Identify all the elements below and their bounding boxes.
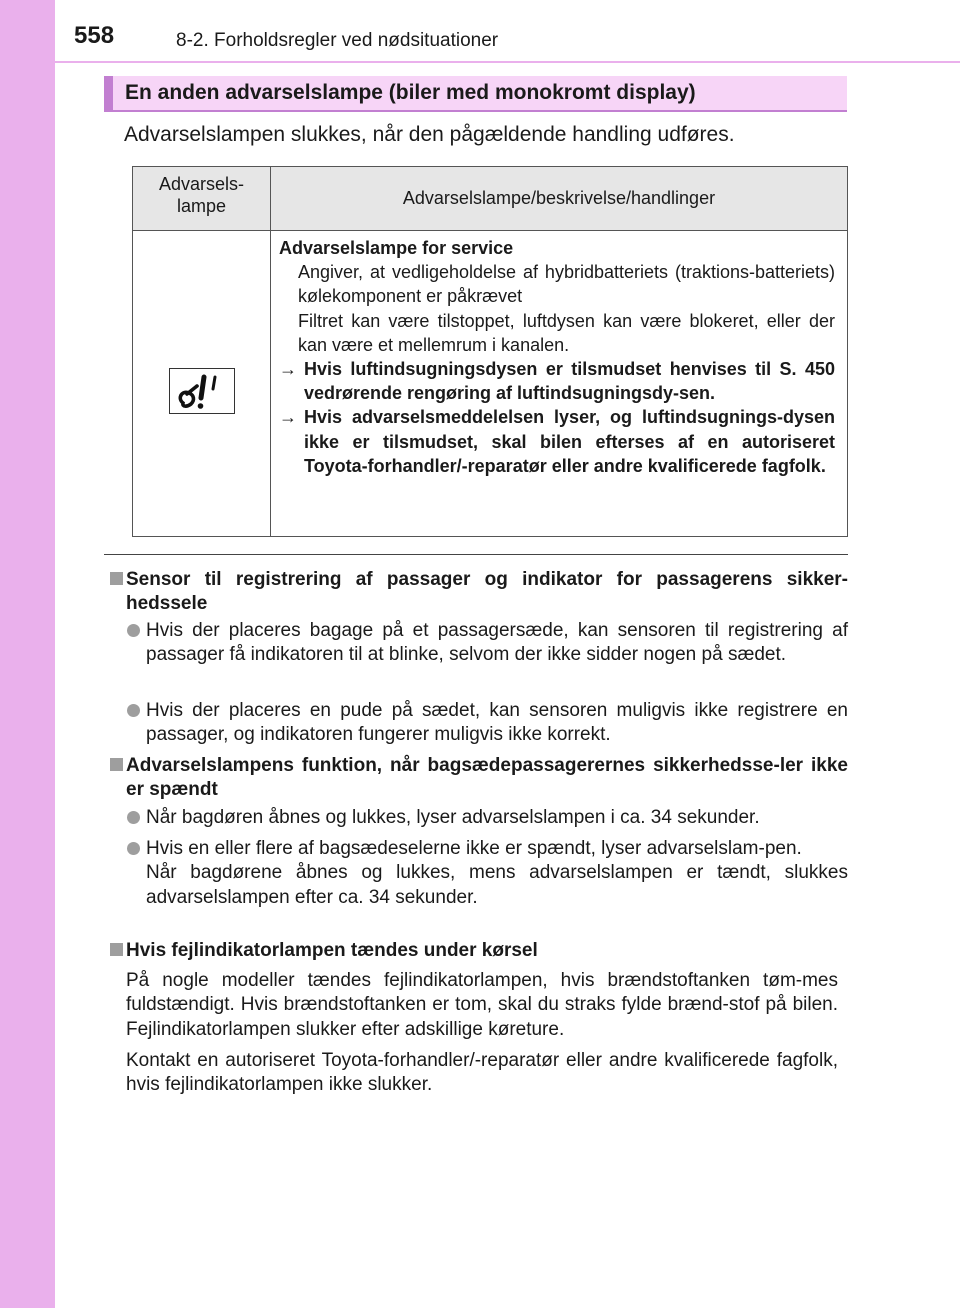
round-bullet-icon [127, 704, 140, 717]
col-header-lamp-line2: lampe [176, 196, 227, 216]
side-stripe [0, 0, 55, 1308]
round-bullet-icon [127, 842, 140, 855]
note-bullet [125, 806, 848, 830]
note-heading-2-text: Advarselslampens funktion, når bagsædepassagerernes sikkerhedsse-ler ikke er spændt [126, 755, 848, 801]
action-item [279, 405, 835, 478]
note-heading-1-text: Sensor til registrering af passager og indikator for passagerens sikker-hedssele [126, 569, 848, 615]
description-cell [271, 231, 848, 537]
round-bullet-icon [127, 624, 140, 637]
service-warning-icon [169, 368, 235, 414]
page-number: 558 [74, 22, 115, 49]
service-lamp-description-2: Filtret kan være tilstoppet, luftdysen kan være blokeret, eller der kan være et mellemrum i kanalen. [298, 310, 835, 355]
note-heading-3-text: Hvis fejlindikatorlampen tændes under kørsel [126, 940, 538, 961]
arrow-right-icon: → [279, 359, 297, 380]
warning-lamp-table [132, 166, 848, 537]
section-title: En anden advarselslampe (biler med monokromt display) [125, 81, 696, 104]
section-title-box [104, 76, 847, 112]
note-heading-2 [104, 754, 848, 803]
intro-text: Advarselslampen slukkes, når den pågældende handling udføres. [124, 123, 735, 146]
action-item [279, 357, 835, 405]
note-paragraph-1: På nogle modeller tændes fejlindikatorlampen, hvis brændstoftanken tøm-mes fuldstændigt. Hvis brændstoftanken er tom, skal du straks fylde brænd-stof på bilen. Fejlindikatorlampen slukker efter adskillige køreture. [126, 970, 838, 1040]
col-header-lamp [133, 167, 271, 231]
chapter-title: 8-2. Forholdsregler ved nødsituationer [176, 30, 499, 51]
round-bullet-icon [127, 811, 140, 824]
table-row [133, 231, 848, 537]
col-header-lamp-line1: Advarsels- [158, 174, 245, 194]
table-header-row [133, 167, 848, 231]
square-bullet-icon [110, 758, 123, 771]
note-bullet-text: Hvis en eller flere af bagsædeselerne ikke er spændt, lyser advarselslam-pen. [146, 838, 802, 859]
note-heading-1 [104, 568, 848, 617]
note-paragraph-2: Kontakt en autoriseret Toyota-forhandler/-reparatør eller andre kvalificerede fagfolk, hvis fejlindikatorlampen ikke slukker. [126, 1050, 838, 1096]
header-rule [55, 61, 960, 63]
service-lamp-description-1: Angiver, at vedligeholdelse af hybridbatteriets (traktions-batteriets) kølekomponent er påkrævet [298, 262, 835, 307]
arrow-right-icon: → [279, 407, 297, 428]
note-bullet-text: Når bagdøren åbnes og lukkes, lyser advarselslampen i ca. 34 sekunder. [146, 807, 760, 828]
section-divider [104, 554, 848, 555]
action-text-1: Hvis luftindsugningsdysen er tilsmudset henvises til S. 450 vedrørende rengøring af luftindsugningsdy-sen. [304, 359, 835, 404]
service-lamp-heading: Advarselslampe for service [279, 238, 514, 258]
note-bullet-text: Hvis der placeres en pude på sædet, kan sensoren muligvis ikke registrere en passager, og indikatoren fungerer muligvis ikke korrekt. [146, 700, 848, 746]
note-heading-3 [104, 939, 848, 963]
square-bullet-icon [110, 572, 123, 585]
note-bullet-text-continued: Når bagdørene åbnes og lukkes, mens advarselslampen er tændt, slukkes advarselslampen efter ca. 34 sekunder. [146, 862, 848, 908]
lamp-cell [133, 231, 271, 537]
note-bullet-text: Hvis der placeres bagage på et passagersæde, kan sensoren til registrering af passager få indikatoren til at blinke, selvom der ikke sidder nogen på sædet. [146, 620, 848, 666]
col-header-description: Advarselslampe/beskrivelse/handlinger [271, 167, 848, 231]
note-bullet [125, 619, 848, 668]
square-bullet-icon [110, 943, 123, 956]
note-bullet [125, 837, 848, 910]
note-bullet [125, 699, 848, 748]
action-text-2: Hvis advarselsmeddelelsen lyser, og luftindsugnings-dysen ikke er tilsmudset, skal bilen efterses af en autoriseret Toyota-forhandler/-reparatør eller andre kvalificerede fagfolk. [304, 407, 835, 476]
